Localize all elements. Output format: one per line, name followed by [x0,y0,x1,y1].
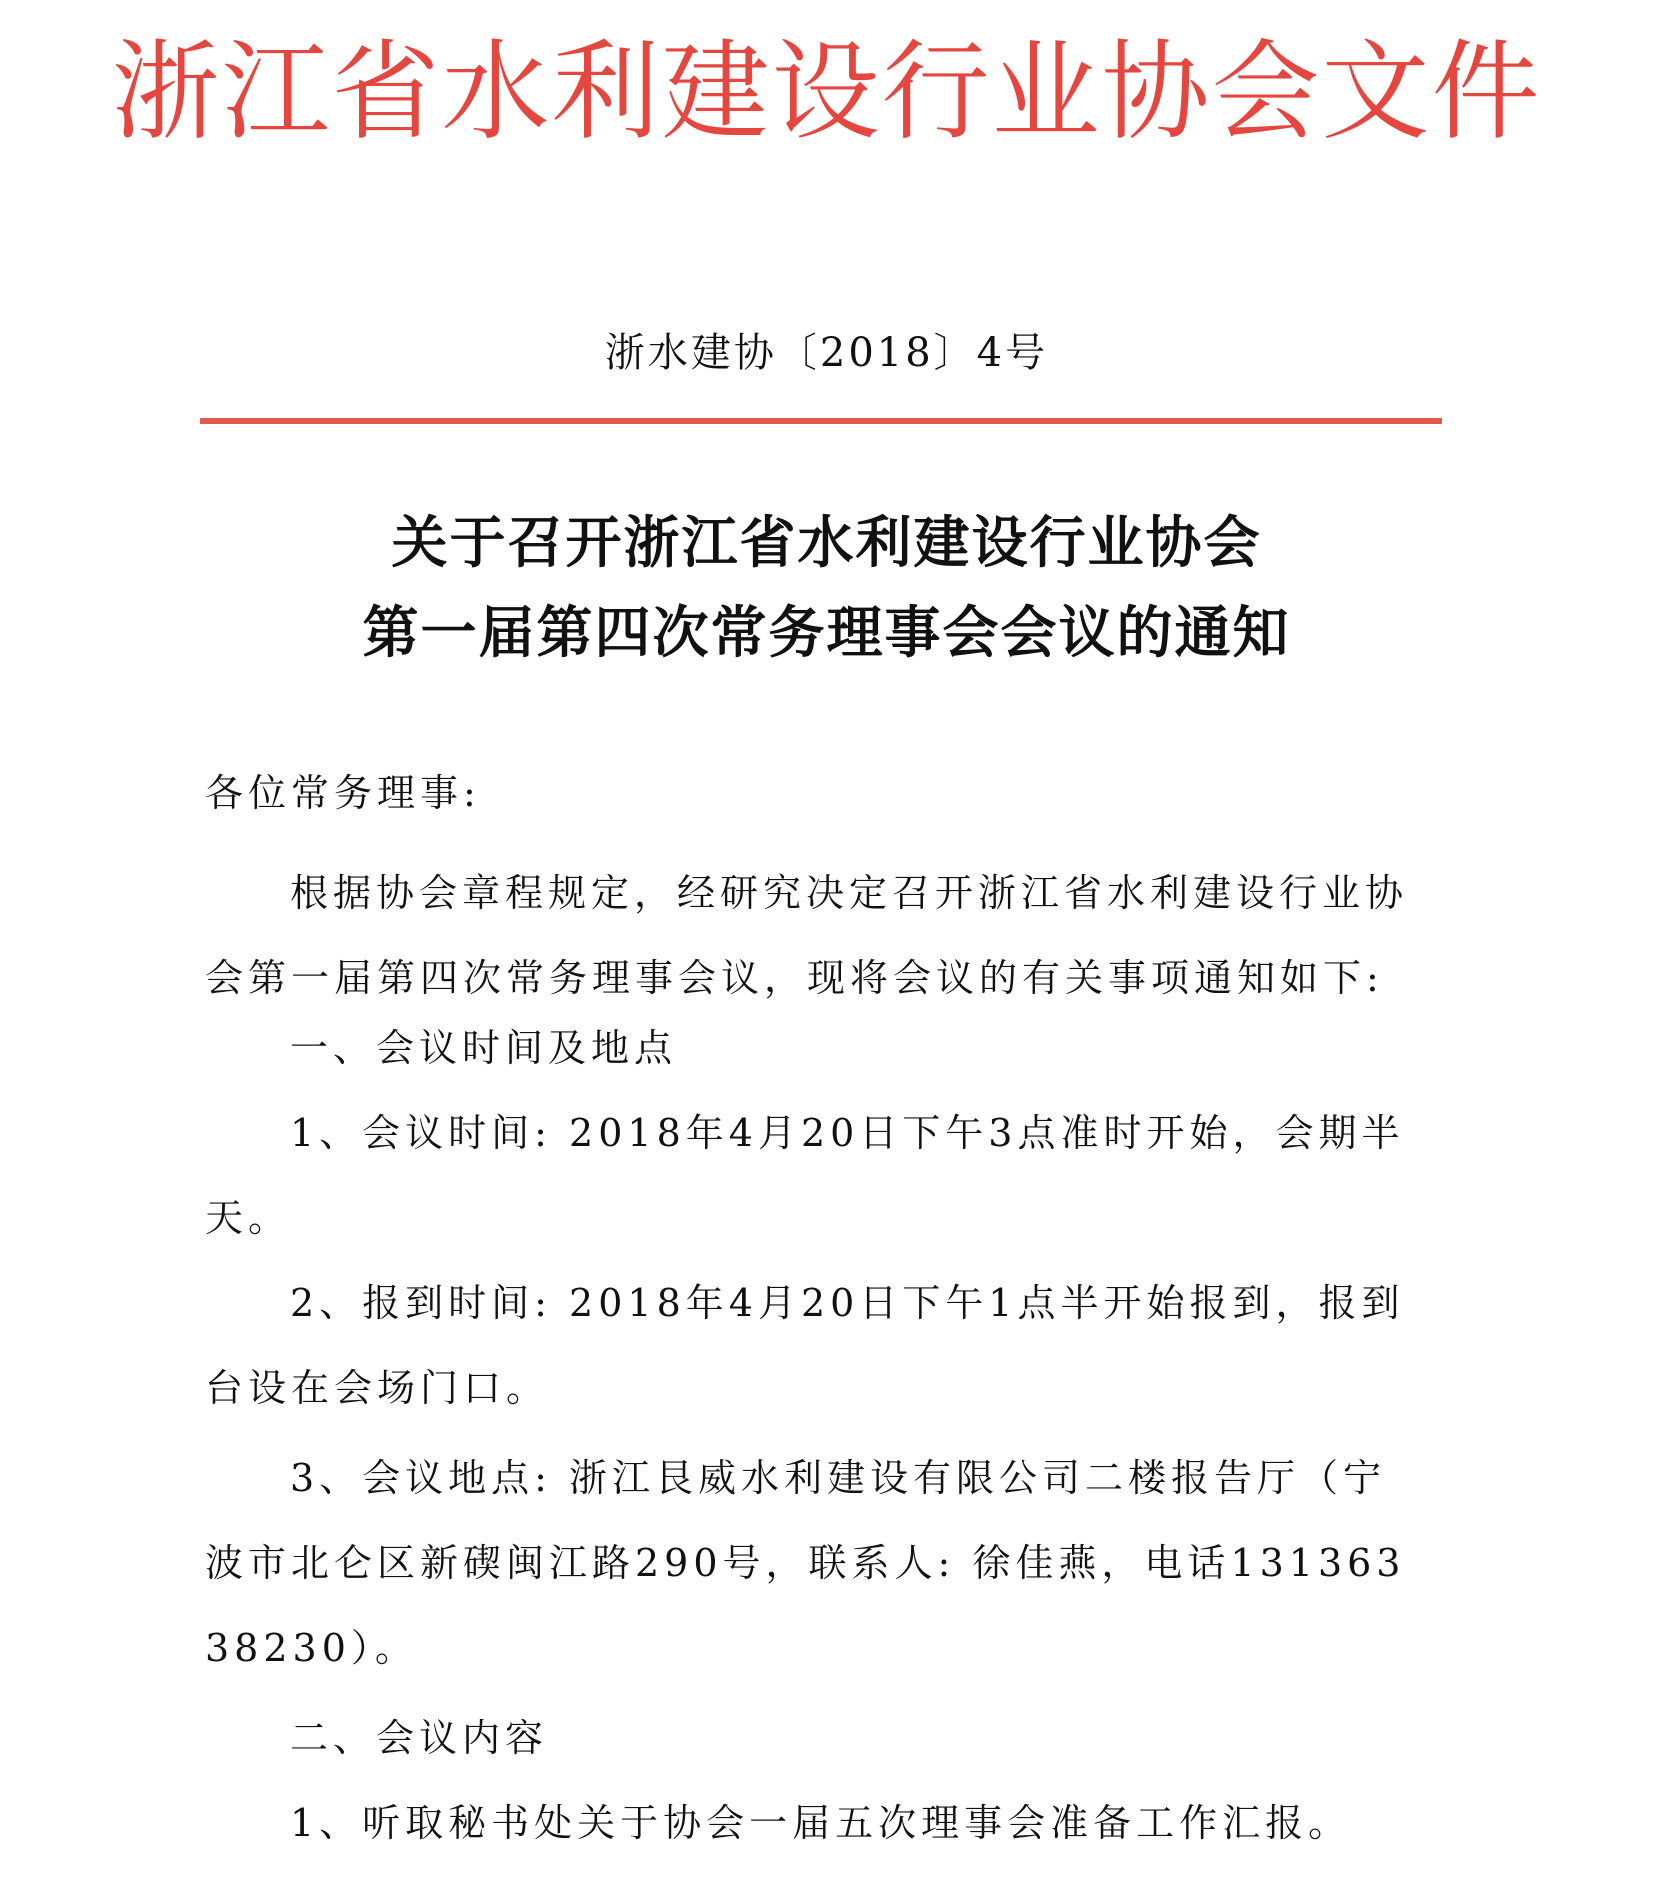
paragraph-line: 会第一届第四次常务理事会议，现将会议的有关事项通知如下: [205,956,1384,1000]
red-divider [200,418,1442,424]
notice-title-line-2: 第一届第四次常务理事会会议的通知 [362,601,1291,666]
paragraph-line: 38230）。 [205,1626,418,1670]
paragraph-line: 3、会议地点: 浙江艮威水利建设有限公司二楼报告厅（宁 [290,1456,1387,1500]
paragraph-line: 波市北仑区新碶闽江路290号，联系人: 徐佳燕，电话131363 [205,1541,1406,1585]
salutation: 各位常务理事: [205,771,481,815]
paragraph-line: 1、会议时间: 2018年4月20日下午3点准时开始，会期半 [290,1111,1405,1155]
paragraph-line: 根据协会章程规定，经研究决定召开浙江省水利建设行业协 [290,871,1409,915]
section-heading: 一、会议时间及地点 [290,1026,678,1070]
paragraph-line: 1、听取秘书处关于协会一届五次理事会准备工作汇报。 [290,1801,1352,1845]
paragraph-line: 2、报到时间: 2018年4月20日下午1点半开始报到，报到 [290,1281,1405,1325]
section-heading: 二、会议内容 [290,1716,549,1760]
paragraph-line: 天。 [205,1196,292,1240]
document-number: 浙水建协〔2018〕4号 [604,330,1049,376]
masthead-title: 浙江省水利建设行业协会文件 [111,30,1542,155]
notice-title-line-1: 关于召开浙江省水利建设行业协会 [391,511,1262,576]
paragraph-line: 台设在会场门口。 [205,1366,550,1410]
